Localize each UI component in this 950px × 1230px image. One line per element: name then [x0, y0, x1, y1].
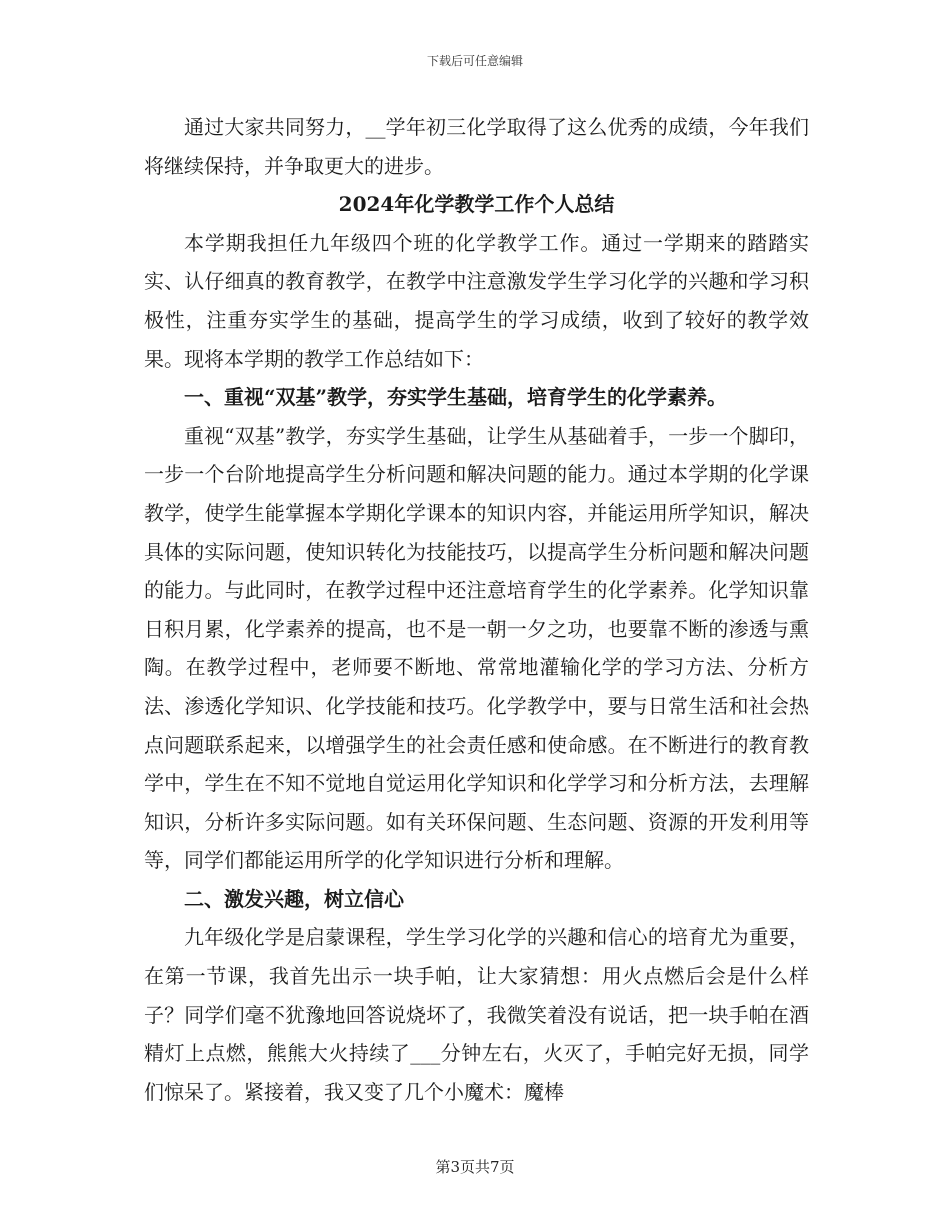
paragraph-3: 九年级化学是启蒙课程，学生学习化学的兴趣和信心的培育尤为重要，在第一节课，我首先出示一块手帕，让大家猜想：用火点燃后会是什么样子？同学们毫不犹豫地回答说烧坏了，我微笑着没有说话，把一块手帕在酒精灯上点燃，熊熊大火持续了___分钟左右，火灭了，手帕完好无损，同学们惊呆了。紧接着，我又变了几个小魔术：魔棒 — [144, 925, 809, 1104]
page-header-note: 下载后可任意编辑 — [426, 54, 523, 68]
page-footer-indicator: 第3页共7页 — [435, 1158, 515, 1176]
document-body — [144, 108, 809, 1111]
document-title: 2024年化学教学工作个人总结 — [338, 192, 615, 217]
paragraph-2: 重视“双基”教学，夯实学生基础，让学生从基础着手，一步一个脚印，一步一个台阶地提高学生分析问题和解决问题的能力。通过本学期的化学课教学，使学生能掌握本学期化学课本的知识内容，并能运用所学知识，解决具体的实际问题，使知识转化为技能技巧，以提高学生分析问题和解决问题的能力。与此同时，在教学过程中还注意培育学生的化学素养。化学知识靠日积月累，化学素养的提高，也不是一朝一夕之功，也要靠不断的渗透与熏陶。在教学过程中，老师要不断地、常常地灌输化学的学习方法、分析方法、渗透化学知识、化学技能和技巧。化学教学中，要与日常生活和社会热点问题联系起来，以增强学生的社会责任感和使命感。在不断进行的教育教学中，学生在不知不觉地自觉运用化学知识和化学学习和分析方法，去理解知识，分析许多实际问题。如有关环保问题、生态问题、资源的开发利用等等，同学们都能运用所学的化学知识进行分析和理解。 — [144, 423, 809, 873]
section-heading-2: 二、激发兴趣，树立信心 — [184, 886, 404, 911]
section-heading-1: 一、重视“双基”教学，夯实学生基础，培育学生的化学素养。 — [184, 385, 728, 410]
intro-paragraph: 通过大家共同努力，__学年初三化学取得了这么优秀的成绩，今年我们将继续保持，并争取更大的进步。 — [144, 115, 809, 178]
paragraph-1: 本学期我担任九年级四个班的化学教学工作。通过一学期来的踏踏实实、认仔细真的教育教学，在教学中注意激发学生学习化学的兴趣和学习积极性，注重夯实学生的基础，提高学生的学习成绩，收到了较好的教学效果。现将本学期的教学工作总结如下： — [144, 230, 809, 371]
